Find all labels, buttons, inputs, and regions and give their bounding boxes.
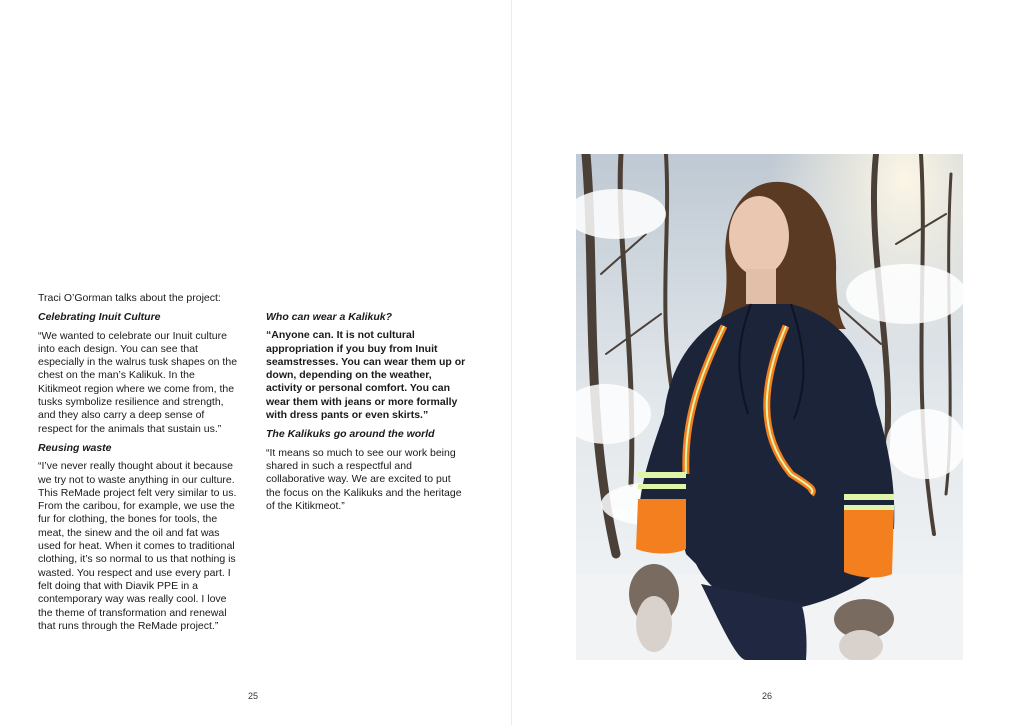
section-heading: Who can wear a Kalikuk?	[266, 311, 393, 323]
text-column-1	[38, 292, 238, 639]
section-heading: Celebrating Inuit Culture	[38, 311, 161, 324]
page-number: 25	[248, 691, 259, 701]
photo-illustration	[576, 154, 963, 660]
section-body: “Anyone can. It is not cultural appropriation if you buy from Inuit seamstresses. You can wear them up or down, depending on the weather, activity or personal comfort. You can wear them with jeans or more formally with dress pants or even skirts.”	[266, 329, 466, 422]
text-column-2	[266, 311, 466, 519]
portrait-photo	[576, 154, 963, 660]
page-number: 26	[762, 691, 773, 701]
section-body: “We wanted to celebrate our Inuit culture into each design. You can see that especially in the walrus tusk shapes on the chest on the man’s Kalikuk. In the Kitikmeot region where we come from, the tusks symbolize resilience and strength, and they also carry a deep sense of respect for the animals that sustain us.”	[38, 329, 238, 435]
section-heading: Reusing waste	[38, 441, 112, 454]
intro-text: Traci O’Gorman talks about the project:	[38, 292, 221, 304]
section-heading: The Kalikuks go around the world	[266, 428, 435, 441]
section-body: “It means so much to see our work being shared in such a respectful and collaborative way. We are excited to put the focus on the Kalikuks and the heritage of the Kitikmeot.”	[266, 446, 462, 512]
section-body: “I’ve never really thought about it because we try not to waste anything in our culture. This ReMade project felt very similar to us. From the caribou, for example, we use the fur for clothing, the bones for tools, the meat, the sinew and the oil and fat was used for heat. When it comes to traditional clothing, it’s so normal to us that nothing is wasted. You respect and use every part. I felt doing that with Diavik PPE in a contemporary way was really cool. I love the theme of transformation and renewal that runs through the ReMade project.”	[38, 460, 237, 632]
left-page	[0, 0, 511, 725]
